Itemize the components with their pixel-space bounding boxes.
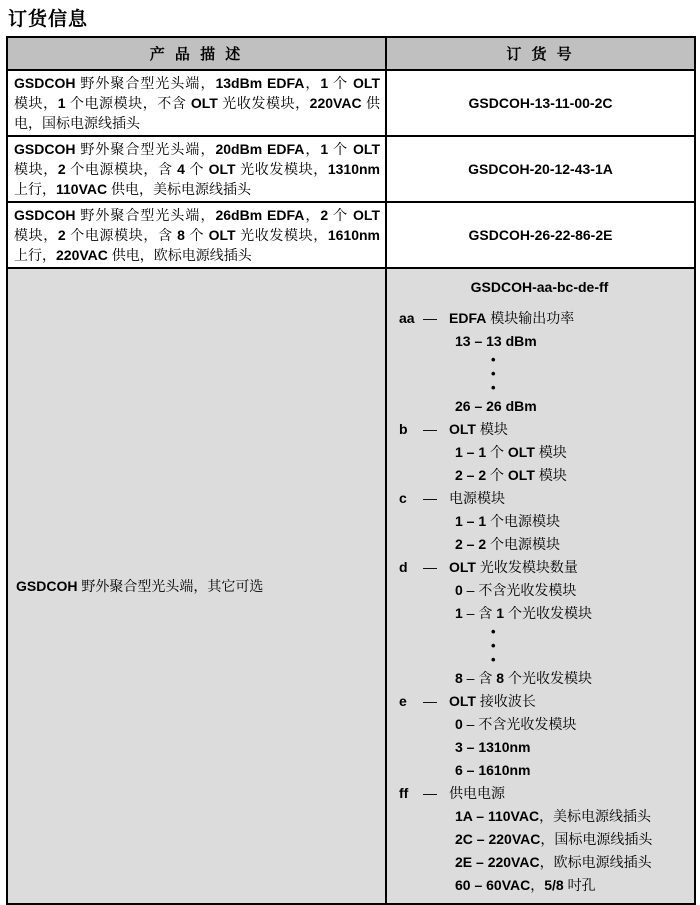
order-number-cell: GSDCOH-13-11-00-2C [386, 70, 695, 136]
option-group-key: ff [399, 785, 409, 801]
option-group-title: OLT 模块 [449, 421, 508, 437]
option-item: 26 – 26 dBm [455, 398, 537, 414]
option-group-dash: — [423, 785, 437, 801]
ellipsis-dot: • [491, 380, 496, 395]
option-group-label [387, 556, 692, 579]
product-desc-cell: GSDCOH 野外聚合型光头端，13dBm EDFA，1 个 OLT 模块，1 个电源模块，不含 OLT 光收发模块，220VAC 供电，国标电源线插头 [7, 70, 386, 136]
order-number-cell: GSDCOH-26-22-86-2E [386, 202, 695, 268]
option-group-dash: — [423, 559, 437, 575]
product-rows [7, 70, 695, 268]
table-row [7, 202, 695, 268]
option-group-key: d [399, 559, 408, 575]
option-group-title: EDFA 模块输出功率 [449, 310, 575, 326]
option-group-title: 供电电源 [449, 785, 505, 801]
option-item: 1A – 110VAC，美标电源线插头 [455, 808, 652, 824]
option-item: 6 – 1610nm [455, 762, 531, 778]
option-group-key: aa [399, 310, 415, 326]
option-group-dash: — [423, 693, 437, 709]
order-code-pattern: GSDCOH-aa-bc-de-ff [470, 279, 609, 295]
ellipsis-dot: • [491, 624, 496, 639]
options-groups [387, 307, 692, 897]
order-number-cell: GSDCOH-20-12-43-1A [386, 136, 695, 202]
option-item: 1 – 1 个 OLT 模块 [455, 444, 567, 460]
option-group-key: e [399, 693, 407, 709]
option-group-key: b [399, 421, 408, 437]
option-group-label [387, 487, 692, 510]
option-item: 2C – 220VAC，国标电源线插头 [455, 831, 653, 847]
table-row [7, 70, 695, 136]
option-group-key: c [399, 490, 407, 506]
options-code-cell [386, 268, 695, 904]
ellipsis-dot: • [491, 638, 496, 653]
option-item: 60 – 60VAC，5/8 吋孔 [455, 877, 596, 893]
option-group-label [387, 690, 692, 713]
option-item: 1 – 1 个电源模块 [455, 513, 561, 529]
product-desc-cell: GSDCOH 野外聚合型光头端，20dBm EDFA，1 个 OLT 模块，2 个电源模块，含 4 个 OLT 光收发模块，1310nm 上行，110VAC 供电，美标电源线插头 [7, 136, 386, 202]
product-desc-cell: GSDCOH 野外聚合型光头端，26dBm EDFA，2 个 OLT 模块，2 个电源模块，含 8 个 OLT 光收发模块，1610nm 上行，220VAC 供电，欧标电源线插头 [7, 202, 386, 268]
option-group-label [387, 307, 692, 330]
ellipsis-dot: • [491, 352, 496, 367]
option-group-title: OLT 接收波长 [449, 693, 536, 709]
option-group-label [387, 418, 692, 441]
ellipsis-dot: • [491, 652, 496, 667]
header-row [7, 37, 695, 70]
options-desc-cell: GSDCOH 野外聚合型光头端，其它可选 [7, 268, 386, 904]
option-group-dash: — [423, 421, 437, 437]
option-group-title: OLT 光收发模块数量 [449, 559, 578, 575]
option-item: 0 – 不含光收发模块 [455, 582, 577, 598]
column-header-product-desc: 产 品 描 述 [7, 37, 386, 70]
option-item: 0 – 不含光收发模块 [455, 716, 577, 732]
option-group-dash: — [423, 310, 437, 326]
options-row [7, 268, 695, 904]
option-item: 13 – 13 dBm [455, 333, 537, 349]
ellipsis-dot: • [491, 366, 496, 381]
option-item: 1 – 含 1 个光收发模块 [455, 605, 592, 621]
option-item: 2 – 2 个 OLT 模块 [455, 467, 567, 483]
option-item: 3 – 1310nm [455, 739, 531, 755]
option-group-label [387, 782, 692, 805]
option-item: 2E – 220VAC，欧标电源线插头 [455, 854, 652, 870]
ordering-info-table [6, 36, 696, 905]
option-item: 2 – 2 个电源模块 [455, 536, 561, 552]
table-row [7, 136, 695, 202]
page-title: 订货信息 [8, 9, 89, 30]
column-header-order-number: 订 货 号 [386, 37, 695, 70]
option-item: 8 – 含 8 个光收发模块 [455, 670, 592, 686]
option-group-dash: — [423, 490, 437, 506]
option-group-title: 电源模块 [449, 490, 505, 506]
